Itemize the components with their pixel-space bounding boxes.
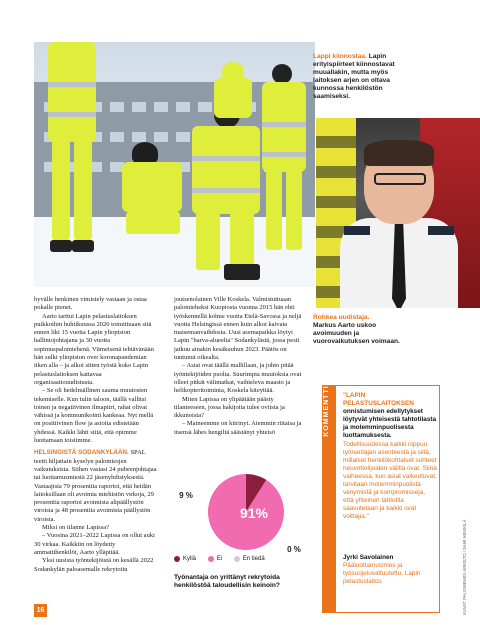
- article-column-1: [34, 296, 158, 574]
- comment-quote: [343, 392, 437, 521]
- comment-author: Jyrki Savolainen: [343, 554, 394, 561]
- paragraph: hyvälle henkinen vimistely vastaan ja ostaa pokalle pienet.: [34, 296, 147, 312]
- pie-value-label: 9 %: [179, 491, 193, 500]
- photo-caption-portrait: [313, 314, 401, 346]
- legend-label: En tiedä: [242, 556, 265, 562]
- comment-label: KOMMENTTI: [323, 385, 330, 437]
- portrait-caption-headline: Rohkea uudistaja.: [313, 314, 370, 321]
- paragraph: – Se oli hedelmällinen sauma muutosten tekemiselle. Kun tulin taloon, täällä vallitsi toinen ja negatiivinen ilmapiiri, rahat olivat vähissä ja kommunikointi kankeaa. Nyt mellä on positiivinen flow ja asioita edistetään yhdessä. Kaikki lähti siitä, että opimme luottamaan toisiimme.: [34, 387, 154, 445]
- paragraph: – Maineemme on kiirinyt. Aiemmin riitaisa ja itsensä lähes hengiltä säästänyt yhteisö: [174, 420, 302, 436]
- comment-body: Todellisuudessa kaikki riippuu työnantajan asenteesta ja siitä, millaiset henkilökohtaiset suhteet neuvottelijoiden välillä ovat. Siinä vaiheessa, kun asiat valkeutuvat, tarvitaan molemminpuolista venymistä ja kompromisseja, että yhteinen tahtotila saavutetaan ja kaikki ovat voittajia.": [343, 441, 437, 520]
- legend-label: Kyllä: [183, 556, 197, 562]
- comment-box: [322, 385, 440, 613]
- photo-caption-top: [313, 53, 399, 101]
- paragraph: Miten Lapissa on ylipäätään päästy tilanteeseen, jossa hakijoita tulee oviista ja ikkunoista?: [174, 395, 285, 420]
- photo-portrait: [316, 118, 480, 308]
- legend-swatch: [174, 556, 180, 562]
- paragraph: Aarto tarttui Lapin pelastuslaitoksen puikkoihin huhtikuussa 2020 toimittuaan sitä ennen liki 15 vuotta Lapin yliopiston hallintojohtajana ja 30 vuotta sopimuspalomiehenä. Viimeisenä tehtävänään hän sulki yliopiston over koronapandemian iiken alla – ja alkoi sitten työstä koko Lapin pelastuslaitoksen kattavaa organisaatiouudistusta.: [34, 312, 154, 386]
- portrait-caption-text: Markus Aarto uskoo avoimuuden ja vuorovaikutuksen voimaan.: [313, 322, 400, 345]
- photo-credit: KUVAT: PALOMIEHEN ARKISTO / SAMI HEIKKILÄ: [462, 519, 467, 615]
- chart-title: Työnantaja on yrittänyt rekrytoida henkilöstöä taloudellisin keinoin?: [174, 574, 280, 589]
- article-column-2: [174, 296, 306, 437]
- legend-label: Ei: [216, 556, 223, 562]
- page-number: 16: [34, 604, 47, 617]
- chart-legend: [174, 556, 314, 564]
- paragraph: SPAL teetti hiljattain kyselyn palomiesjen vaikutuksista. Siihen vastasi 24 pubeenjohtajaa tai luottamusmiestä 22 jäsenyhdistyksestä. Vastaajista 79 prosenttia raportoi, että heidän laitoksillaan oli avoimia miehistön virkoja, 29 prosenttia raportoi avoimista alipäällystön viroista ja 48 prosenttia avoimista päällystön viroista.: [34, 449, 157, 523]
- legend-item: [234, 556, 265, 562]
- paragraph: – Vuosina 2021–2022 Lapissa on ollut auki 30 virkaa. Kaikkiin on löydetty ammattihenkilöt, Aarto ylläpitää.: [34, 532, 155, 556]
- comment-author-role: Pääluottamusmies ja työsuojeluvaltuutettu, Lapin pelastuslaitos: [343, 562, 421, 585]
- caption-headline: Lappi kiinnostaa.: [313, 53, 367, 60]
- pie-value-label: 0 %: [287, 545, 301, 554]
- subheading: HELSINGISTÄ SODANKYLÄÄN.: [34, 449, 129, 457]
- paragraph: Yksi uusista työntekijöistä on kesällä 2022 Sodankylän paloasemalle rekrytoitu: [34, 557, 154, 573]
- photo-firefighters: [34, 42, 315, 287]
- legend-item: [174, 556, 196, 562]
- legend-item: [208, 556, 222, 562]
- paragraph: – Asiat ovat täällä mallillaan, ja johto pitää työntekijöiden puolta. Suurimpia muutoksia ovat olleet pitkät välimatkat, vaihteleva maasto ja helikopteritoiminta, Koskela kiteyttää.: [174, 362, 302, 395]
- comment-lead: onnistumisen edellytykset löytyvät yhteisestä tahtotilasta ja molemminpuolisesta luottamuksesta.: [343, 408, 437, 439]
- pie-value-label: 91%: [239, 505, 269, 521]
- paragraph: Miksi on tilanne Lapissa?: [42, 524, 109, 532]
- comment-signature: [343, 554, 437, 586]
- legend-swatch: [234, 556, 240, 562]
- caption-text: Lapin erityispiirteet kiinnostavat muuallakin, mutta myös laitoksen arjen on oltava kunnossa henkilöstön saamiseksi.: [313, 53, 395, 100]
- legend-swatch: [208, 556, 214, 562]
- comment-lead-highlight: "LAPIN PELASTUSLAITOKSEN: [343, 392, 414, 407]
- paragraph: joutsenolainen Ville Koskela. Valmistuttuaan palomieheksi Kuopiosta vuonna 2015 hän ehti työskennellä kolme vuotta Etelä-Savossa ja neljä vuotta Helsingissä ennen kuin alkoi kaivata maisemanvaihdosta. Uusi asemapaikka löytyi Lapin "barva-alueelta" Sodankylästä, jossa pesti jatkuu ainakin kesäkuuhun 2023. Päätös on tuntunut oikealta.: [174, 296, 302, 362]
- comment-band: [322, 385, 336, 613]
